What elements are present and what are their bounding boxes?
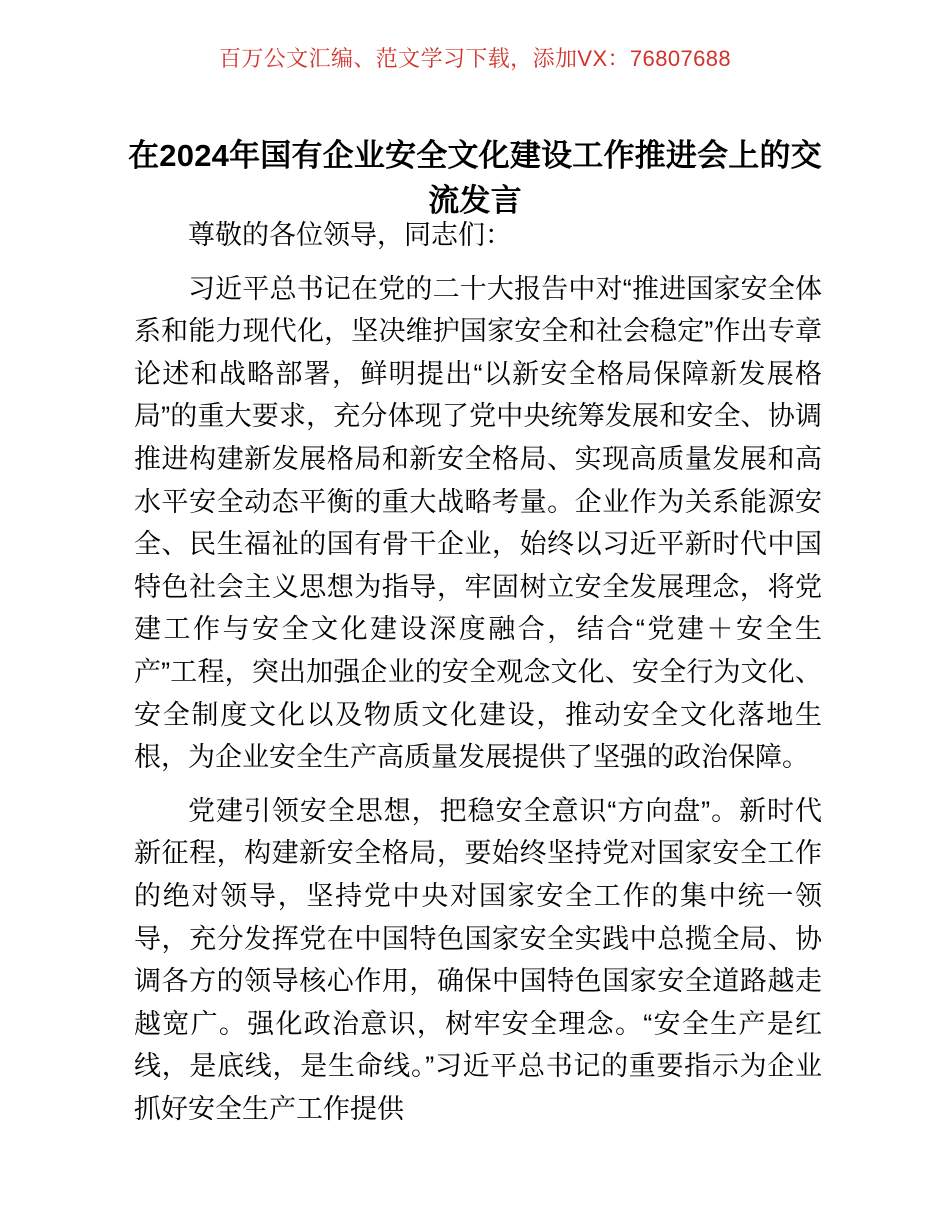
- body-paragraph-2: 党建引领安全思想，把稳安全意识“方向盘”。新时代新征程，构建新安全格局，要始终坚持党对国家安全工作的绝对领导，坚持党中央对国家安全工作的集中统一领导，充分发挥党在中国特色国家安全实践中总揽全局、协调各方的领导核心作用，确保中国特色国家安全道路越走越宽广。强化政治意识，树牢安全理念。“安全生产是红线，是底线，是生命线。”习近平总书记的重要指示为企业抓好安全生产工作提供: [134, 795, 822, 1124]
- body-paragraph-1: 习近平总书记在党的二十大报告中对“推进国家安全体系和能力现代化，坚决维护国家安全和社会稳定”作出专章论述和战略部署，鲜明提出“以新安全格局保障新发展格局”的重大要求，充分体现了党中央统筹发展和安全、协调推进构建新发展格局和新安全格局、实现高质量发展和高水平安全动态平衡的重大战略考量。企业作为关系能源安全、民生福祉的国有骨干企业，始终以习近平新时代中国特色社会主义思想为指导，牢固树立安全发展理念，将党建工作与安全文化建设深度融合，结合“党建＋安全生产”工程，突出加强企业的安全观念文化、安全行为文化、安全制度文化以及物质文化建设，推动安全文化落地生根，为企业安全生产高质量发展提供了坚强的政治保障。: [134, 273, 822, 773]
- spacer-between-paragraphs: [134, 779, 822, 790]
- document-title: 在2024年国有企业安全文化建设工作推进会上的交流发言: [128, 137, 822, 218]
- document-body: [134, 214, 822, 1130]
- promo-header-banner: [0, 48, 950, 70]
- spacer-after-salutation: [134, 257, 822, 268]
- promo-header-text: 百万公文汇编、范文学习下载，添加VX：76807688: [218, 46, 732, 71]
- salutation-line: 尊敬的各位领导，同志们：: [188, 220, 512, 250]
